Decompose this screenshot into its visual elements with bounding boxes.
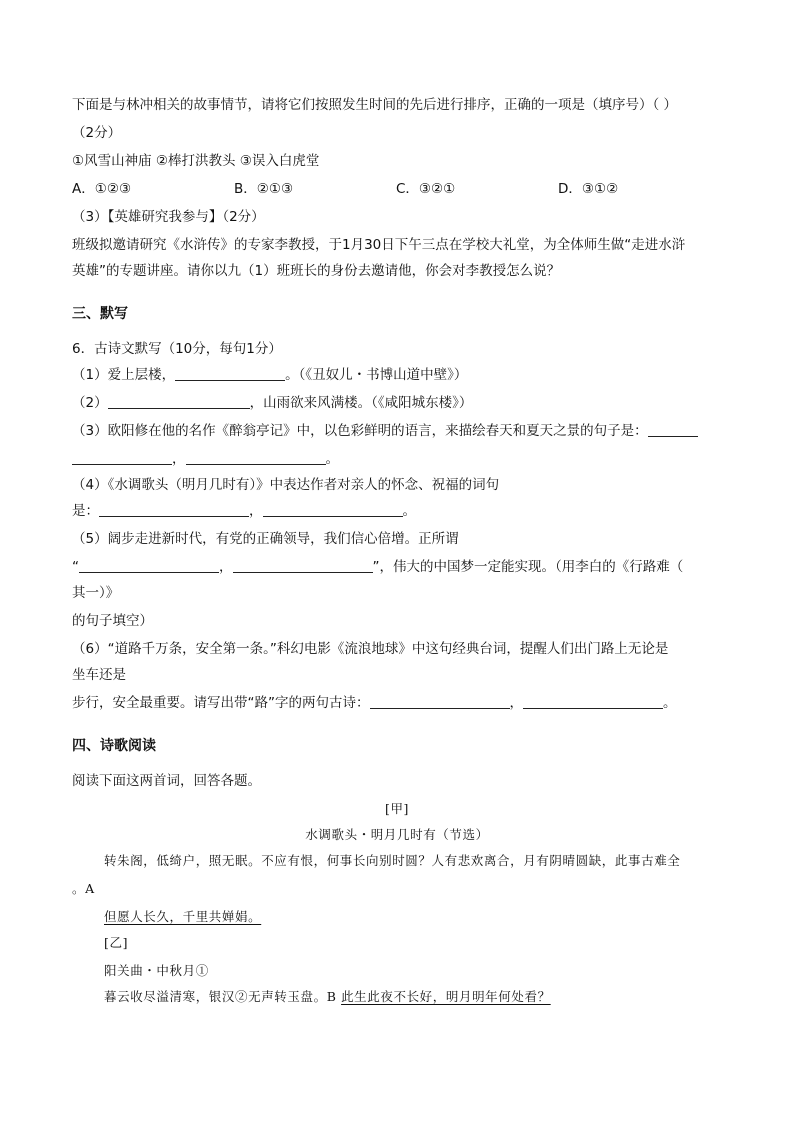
q6-title: 6．古诗文默写（10分，每句1分） xyxy=(72,341,282,357)
comma: ， xyxy=(172,451,186,467)
poem-yi-text: 暮云收尽溢清寒，银汉②无声转玉盘。B xyxy=(104,989,342,1004)
comma: ， xyxy=(509,695,523,711)
q3-title: （3）【英雄研究我参与】（2分） xyxy=(72,209,265,225)
s4-line-2 xyxy=(72,502,416,520)
q3-body-2: 英雄”的专题讲座。请你以九（1）班班长的身份去邀请他，你会对李教授怎么说？ xyxy=(72,263,561,279)
section4-title: 四、诗歌阅读 xyxy=(72,738,156,754)
s2-label: （2） xyxy=(72,395,108,411)
poem-yi-line-1 xyxy=(104,988,551,1006)
answer-blank[interactable] xyxy=(523,694,663,709)
poem-jia-label: [甲] xyxy=(384,801,410,816)
option-c: C．③②① xyxy=(396,181,456,197)
answer-blank[interactable] xyxy=(263,502,403,517)
option-d: D．③①② xyxy=(558,181,619,197)
s3-text: （3）欧阳修在他的名作《醉翁亭记》中，以色彩鲜明的语言，来描绘春天和夏天之景的句子是： xyxy=(72,423,648,439)
s6-line: （6）“道路千万条，安全第一条。”科幻电影《流浪地球》中这句经典台词，提醒人们出门路上无论是 xyxy=(72,641,669,657)
comma: ， xyxy=(219,559,233,575)
section3-title: 三、默写 xyxy=(72,306,128,322)
option-a: A．①②③ xyxy=(72,181,132,197)
s5-line-4: 的句子填空） xyxy=(72,613,153,629)
q3-body-1: 班级拟邀请研究《水浒传》的专家李教授，于1月30日下午三点在学校大礼堂，为全体师生做“走进水浒 xyxy=(72,237,686,253)
s1-line xyxy=(72,366,467,384)
q-order-score: （2分） xyxy=(72,125,122,141)
s3-line xyxy=(72,422,698,440)
period: 。 xyxy=(663,695,677,711)
poem-yi-label: [乙] xyxy=(104,935,129,950)
s4-line: （4）《水调歌头（明月几时有）》中表达作者对亲人的怀念、祝福的词句 xyxy=(72,477,500,493)
q-order-events: ①风雪山神庙 ②棒打洪教头 ③误入白虎堂 xyxy=(72,153,320,169)
poem-jia-line-1: 转朱阁，低绮户，照无眠。不应有恨，何事长向别时圆？人有悲欢离合，月有阴晴圆缺，此事古难全 xyxy=(104,853,681,868)
s5-line: （5）阔步走进新时代，有党的正确领导，我们信心倍增。正所谓 xyxy=(72,531,459,547)
answer-blank[interactable] xyxy=(233,558,373,573)
s5-text: ”，伟大的中国梦一定能实现。（用李白的《行路难（ xyxy=(372,559,684,575)
answer-blank[interactable] xyxy=(79,558,219,573)
s5-line-3: 其一）》 xyxy=(72,585,120,601)
s4-prefix: 是： xyxy=(72,503,99,519)
poem-jia-line-2: 。A xyxy=(72,881,95,896)
answer-blank[interactable] xyxy=(175,366,285,381)
q-order-stem: 下面是与林冲相关的故事情节，请将它们按照发生时间的先后进行排序，正确的一项是（填序号）（ ） xyxy=(72,97,678,113)
answer-blank[interactable] xyxy=(99,502,249,517)
period: 。 xyxy=(325,451,339,467)
answer-blank[interactable] xyxy=(648,422,698,437)
answer-blank[interactable] xyxy=(186,450,326,465)
answer-blank[interactable] xyxy=(370,694,510,709)
s6-line-2: 坐车还是 xyxy=(72,667,126,683)
answer-blank[interactable] xyxy=(108,394,250,409)
s2-text: ，山雨欲来风满楼。（《咸阳城东楼》） xyxy=(249,395,473,411)
s1-source: 。（《丑奴儿・书博山道中壁》） xyxy=(285,367,468,383)
s5-line-2 xyxy=(72,558,683,576)
underlined-sentence: 此生此夜不长好，明月明年何处看？ xyxy=(341,989,551,1004)
option-b: B．②①③ xyxy=(234,181,294,197)
s2-line xyxy=(72,394,472,412)
s6-text: 步行，安全最重要。请写出带“路”字的两句古诗： xyxy=(72,695,370,711)
period: 。 xyxy=(402,503,416,519)
poem-jia-title: 水调歌头・明月几时有（节选） xyxy=(305,827,489,842)
underlined-sentence: 但愿人长久，千里共婵娟。 xyxy=(104,909,262,924)
open-quote: “ xyxy=(72,559,79,575)
s3-line-2 xyxy=(72,450,339,468)
section4-intro: 阅读下面这两首词，回答各题。 xyxy=(72,773,261,789)
s1-text: （1）爱上层楼， xyxy=(72,367,176,383)
s6-line-3 xyxy=(72,694,677,712)
poem-yi-title: 阳关曲・中秋月① xyxy=(104,963,209,978)
answer-blank[interactable] xyxy=(72,450,172,465)
q-order-options xyxy=(72,180,672,198)
poem-jia-line-3 xyxy=(104,908,261,926)
comma: ， xyxy=(249,503,263,519)
